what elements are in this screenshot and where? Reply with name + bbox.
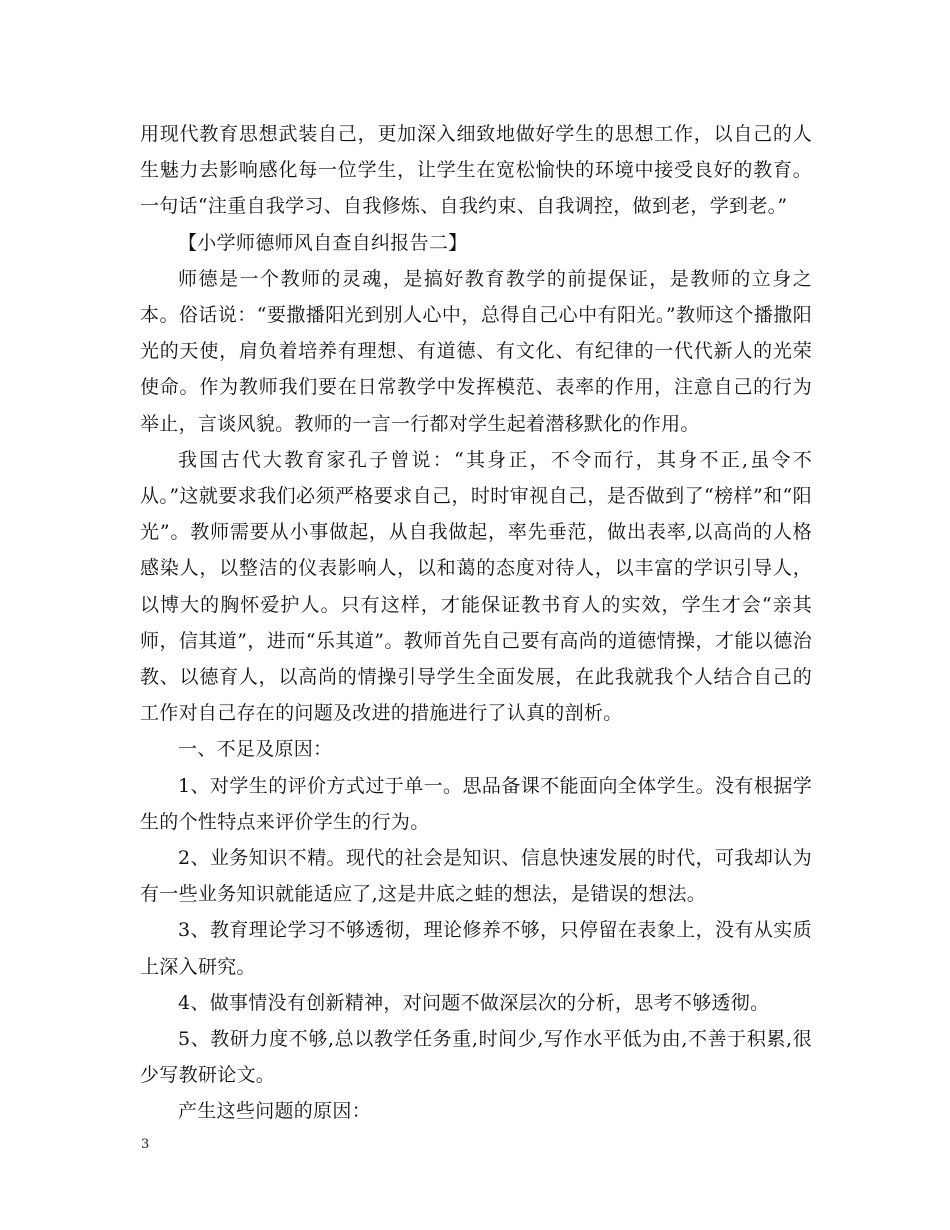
page-number: 3 (141, 1137, 150, 1152)
list-item-1: 1、对学生的评价方式过于单一。思品备课不能面向全体学生。没有根据学生的个性特点来评价学生的行为。 (140, 774, 812, 833)
paragraph-causes-heading: 产生这些问题的原因： (178, 1100, 372, 1123)
paragraph-teacher-ethics: 师德是一个教师的灵魂，是搞好教育教学的前提保证，是教师的立身之本。俗话说：“要撒播阳光到别人心中，总得自己心中有阳光。”教师这个播撒阳光的天使，肩负着培养有理想、有道德、有文化、有纪律的一代代新人的光荣使命。作为教师我们要在日常教学中发挥模范、表率的作用，注意自己的行为举止，言谈风貌。教师的一言一行都对学生起着潜移默化的作用。 (140, 267, 812, 435)
list-item-3: 3、教育理论学习不够透彻，理论修养不够，只停留在表象上，没有从实质上深入研究。 (140, 919, 812, 978)
subheading-shortcomings: 一、不足及原因： (178, 738, 333, 761)
list-item-5: 5、教研力度不够,总以教学任务重,时间少,写作水平低为由,不善于积累,很少写教研论文。 (140, 1028, 812, 1087)
list-item-4: 4、做事情没有创新精神，对问题不做深层次的分析，思考不够透彻。 (178, 991, 770, 1014)
paragraph-confucius-quote: 我国古代大教育家孔子曾说：“其身正，不令而行，其身不正,虽令不从。”这就要求我们必须严格要求自己，时时审视自己，是否做到了“榜样”和“阳光”。教师需要从小事做起，从自我做起，率先垂范，做出表率,以高尚的人格感染人，以整洁的仪表影响人，以和蔼的态度对待人，以丰富的学识引导人，以博大的胸怀爱护人。只有这样，才能保证教书育人的实效，学生才会“亲其师，信其道”，进而“乐其道”。教师首先自己要有高尚的道德情操，才能以德治教、以德育人，以高尚的情操引导学生全面发展，在此我就我个人结合自己的工作对自己存在的问题及改进的措施进行了认真的剖析。 (140, 448, 812, 725)
section-heading: 【小学师德师风自查自纠报告二】 (178, 231, 468, 254)
list-item-2: 2、业务知识不精。现代的社会是知识、信息快速发展的时代，可我却认为有一些业务知识就能适应了,这是井底之蛙的想法，是错误的想法。 (140, 847, 812, 906)
document-body (140, 116, 812, 1130)
paragraph-intro-continuation: 用现代教育思想武装自己，更加深入细致地做好学生的思想工作，以自己的人生魅力去影响感化每一位学生，让学生在宽松愉快的环境中接受良好的教育。一句话“注重自我学习、自我修炼、自我约束、自我调控，做到老，学到老。” (140, 123, 812, 218)
